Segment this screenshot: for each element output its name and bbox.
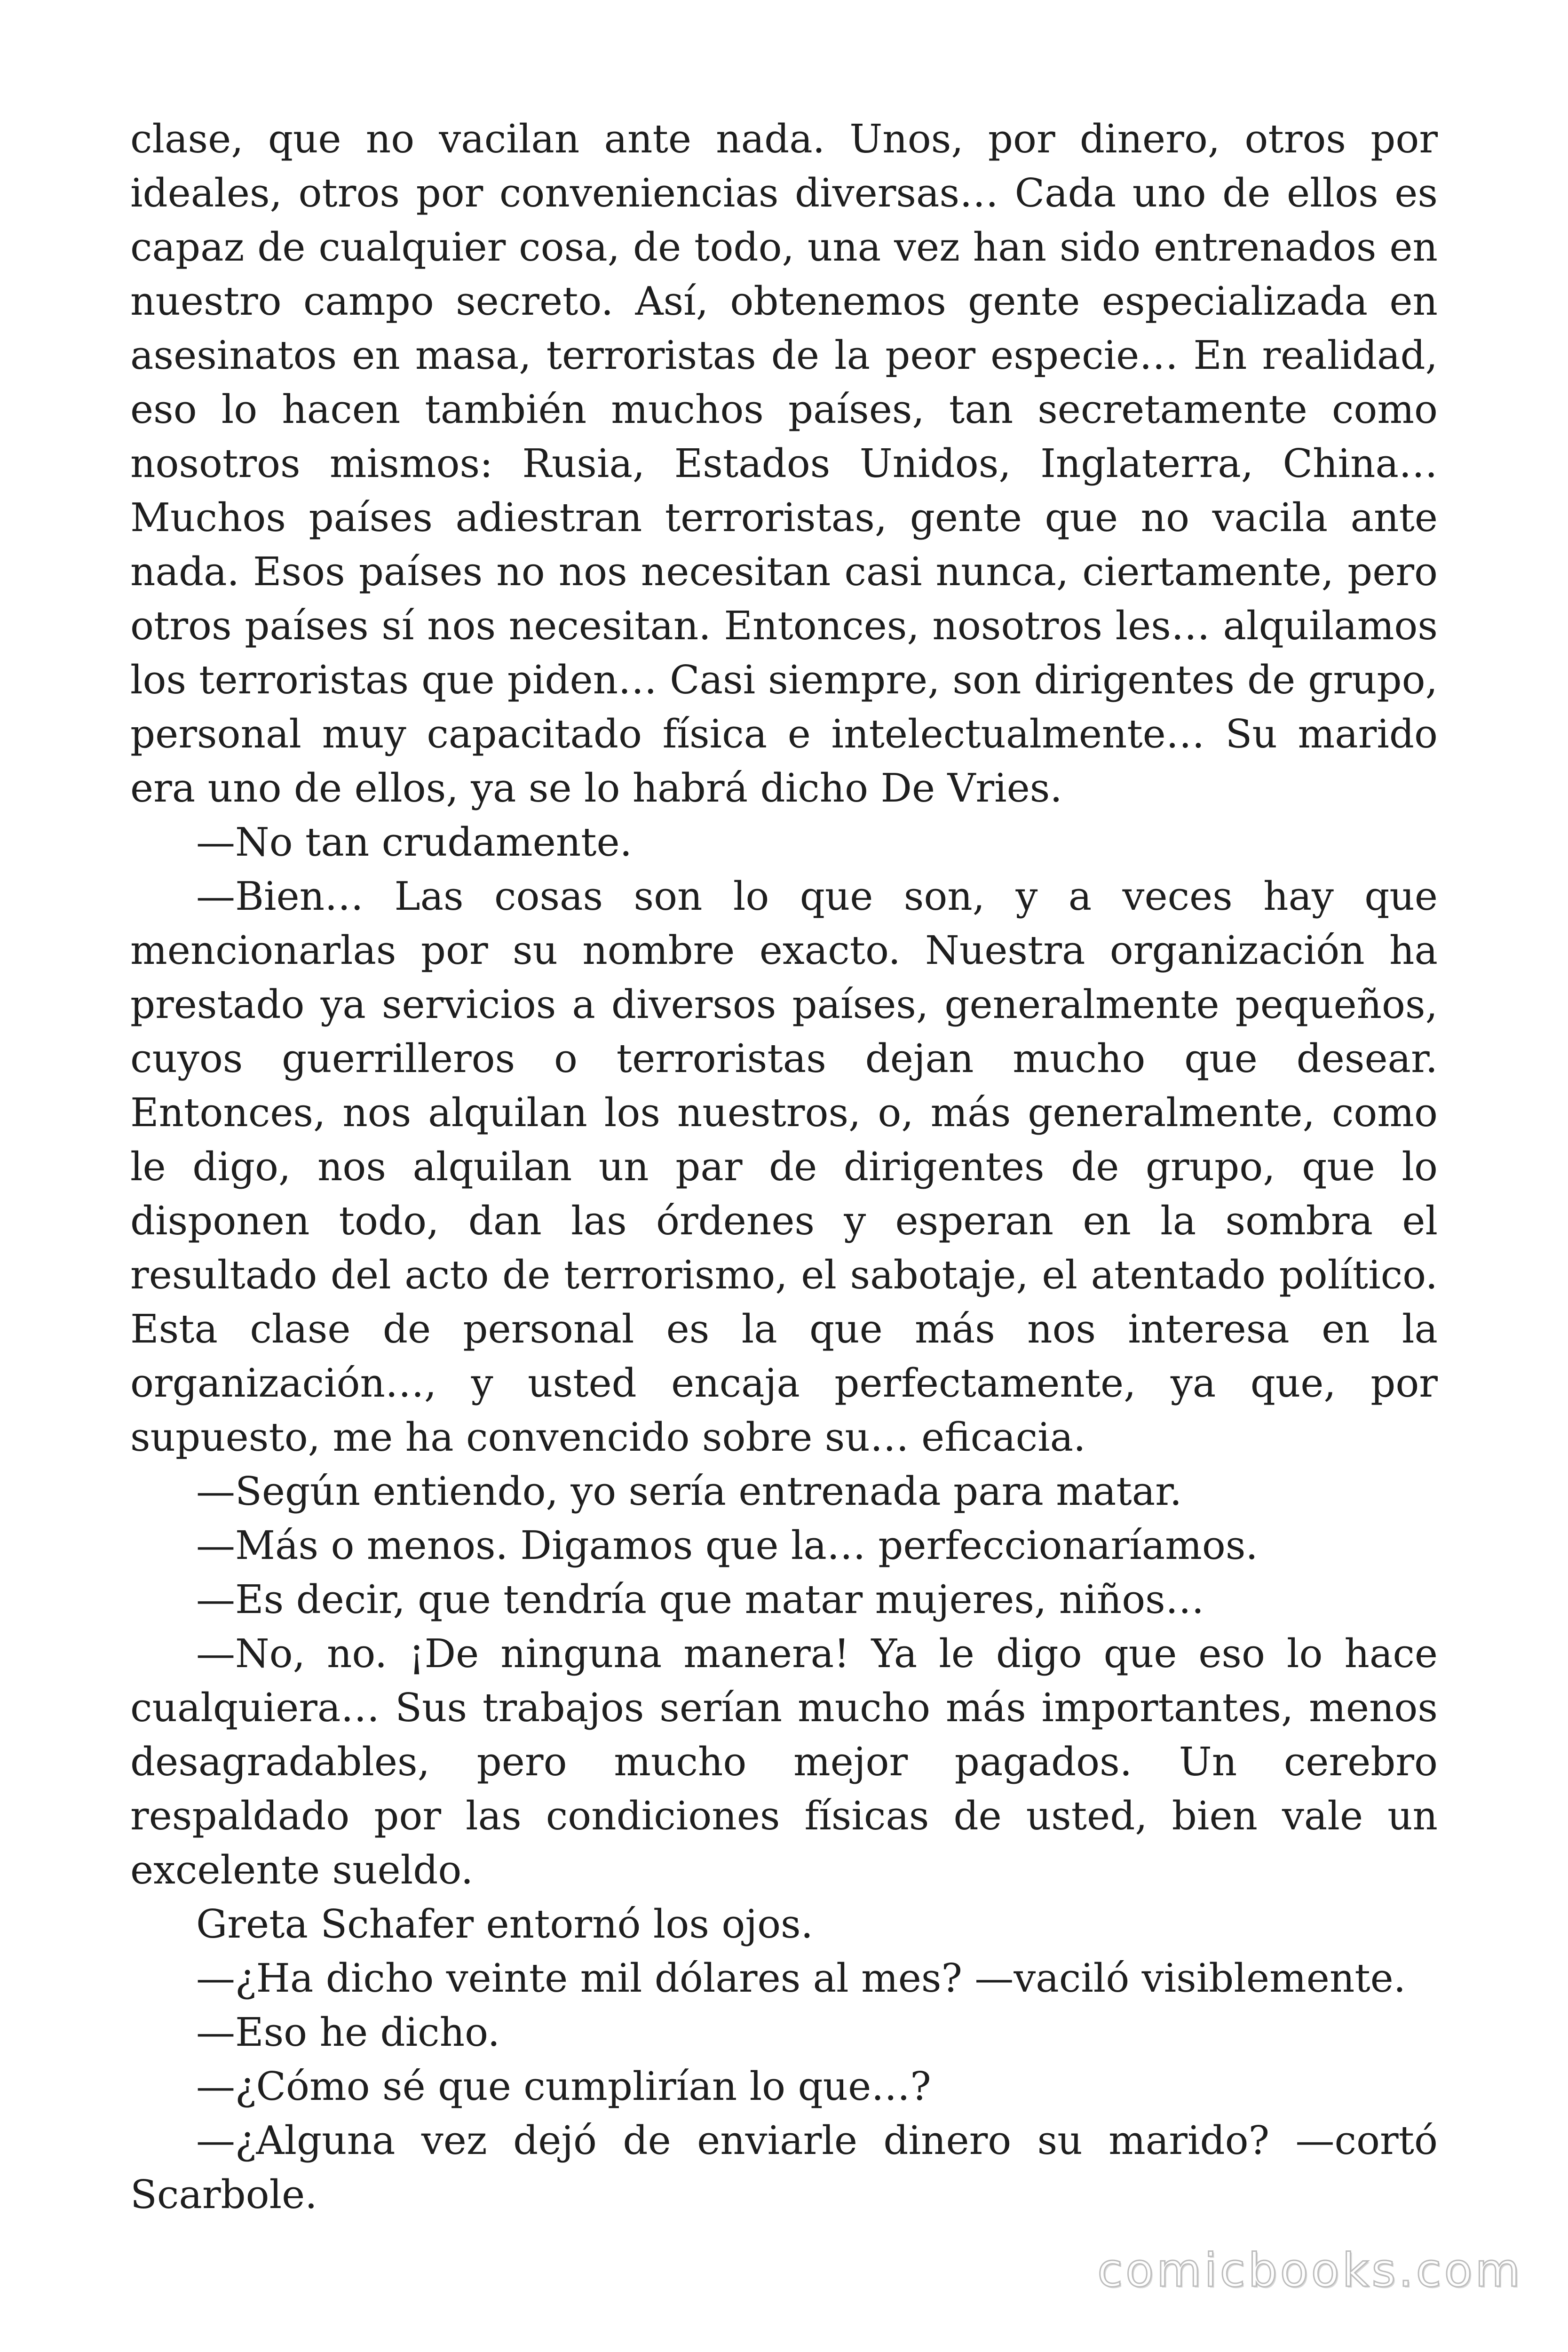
dialogue-paragraph: —¿Ha dicho veinte mil dólares al mes? —vaciló visiblemente.: [196, 1955, 1406, 2001]
dialogue-paragraph: —¿Alguna vez dejó de enviarle dinero su marido? —cortó Scarbole.: [130, 2118, 1438, 2217]
narration-paragraph: Greta Schafer entornó los ojos.: [196, 1901, 814, 1947]
dialogue-paragraph: —Es decir, que tendría que matar mujeres, niños…: [196, 1577, 1204, 1622]
dialogue-paragraph: —No tan crudamente.: [196, 819, 633, 865]
dialogue-paragraph: —Bien… Las cosas son lo que son, y a veces hay que mencionarlas por su nombre exacto. Nuestra organización ha prestado ya servicios a diversos países, generalmente pequeños, cuyos guerrilleros o terroristas dejan mucho que desear. Entonces, nos alquilan los nuestros, o, más generalmente, como le digo, nos alquilan un par de dirigentes de grupo, que lo disponen todo, dan las órdenes y esperan en la sombra el resultado del acto de terrorismo, el sabotaje, el atentado político. Esta clase de personal es la que más nos interesa en la organización…, y usted encaja perfectamente, ya que, por supuesto, me ha convencido sobre su… eficacia.: [130, 874, 1438, 1460]
dialogue-paragraph: —¿Cómo sé que cumplirían lo que…?: [196, 2064, 931, 2109]
dialogue-paragraph: —Según entiendo, yo sería entrenada para matar.: [196, 1469, 1182, 1514]
dialogue-paragraph: —Más o menos. Digamos que la… perfeccionaríamos.: [196, 1523, 1258, 1568]
watermark: comicbooks.com: [1097, 2244, 1523, 2297]
paragraph: clase, que no vacilan ante nada. Unos, por dinero, otros por ideales, otros por conveniencias diversas… Cada uno de ellos es capaz de cualquier cosa, de todo, una vez han sido entrenados en nuestro campo secreto. Así, obtenemos gente especializada en asesinatos en masa, terroristas de la peor especie… En realidad, eso lo hacen también muchos países, tan secretamente como nosotros mismos: Rusia, Estados Unidos, Inglaterra, China… Muchos países adiestran terroristas, gente que no vacila ante nada. Esos países no nos necesitan casi nunca, ciertamente, pero otros países sí nos necesitan. Entonces, nosotros les… alquilamos los terroristas que piden… Casi siempre, son dirigentes de grupo, personal muy capacitado física e intelectualmente… Su marido era uno de ellos, ya se lo habrá dicho De Vries.: [130, 116, 1438, 811]
dialogue-paragraph: —Eso he dicho.: [196, 2010, 500, 2055]
book-page-text: [130, 112, 1438, 2222]
dialogue-paragraph: —No, no. ¡De ninguna manera! Ya le digo que eso lo hace cualquiera… Sus trabajos serían mucho más importantes, menos desagradables, pero mucho mejor pagados. Un cerebro respaldado por las condiciones físicas de usted, bien vale un excelente sueldo.: [130, 1631, 1438, 1893]
